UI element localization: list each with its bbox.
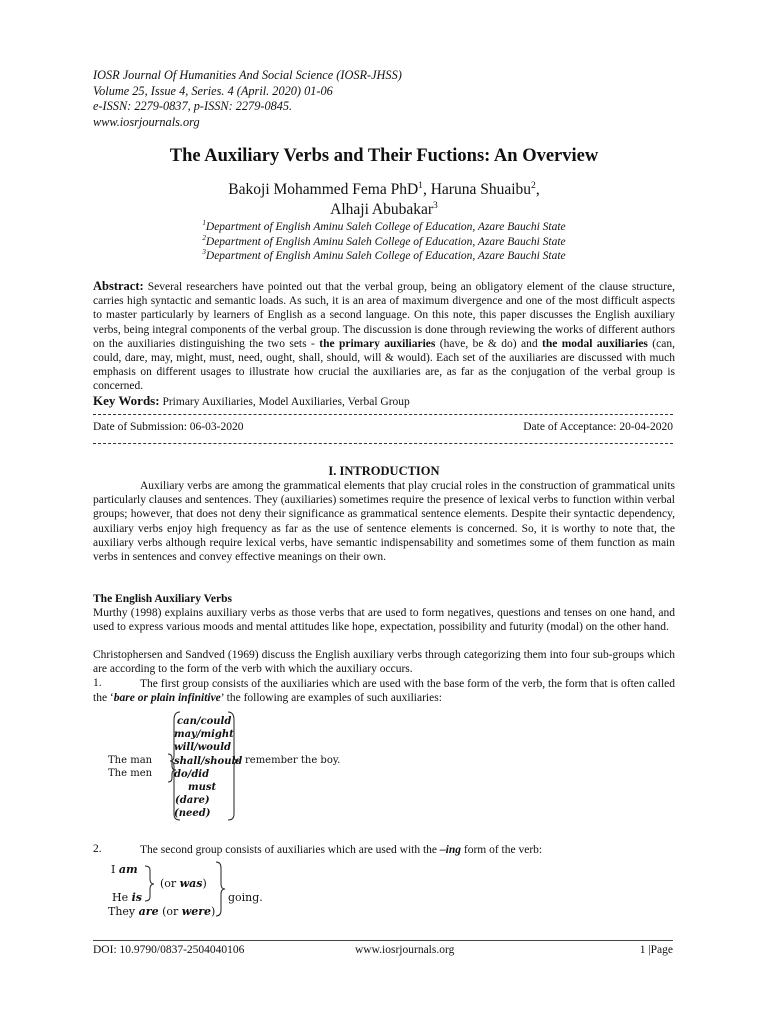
affiliation: $^3$Department of English Aminu Saleh College of Education, Azare Bauchi State [202,248,566,262]
keywords-text: Primary Auxiliaries, Model Auxiliaries, Verbal Group [159,396,410,408]
subsection-heading: The English Auxiliary Verbs [93,593,232,605]
example-figure-modals [108,710,368,825]
example-alternative: (or was) [160,877,207,890]
footer-doi[interactable]: DOI: 10.9790/0837-2504040106 [93,944,245,956]
example-complement: remember the boy. [245,755,341,766]
auxiliary-item: (need) [174,808,211,820]
auxiliary-item: (dare) [175,795,210,807]
author-affiliation-marker: 1 [418,179,423,191]
affiliation: $^1$Department of English Aminu Saleh College of Education, Azare Bauchi State [202,219,566,233]
auxiliary-item: can/could [177,716,232,727]
list-item-text: The second group consists of auxiliaries which are used with the –ing form of the verb: [140,844,543,856]
journal-issn: e-ISSN: 2279-0837, p-ISSN: 2279-0845. [93,99,293,113]
example-complement: going. [228,891,263,904]
body-paragraph: Christophersen and Sandved (1969) discuss the English auxiliary verbs through categorizing them into four sub-groups which are according to the form of the verb with which the auxiliary occurs. [93,649,675,676]
author-affiliation-marker: 2 [531,179,536,191]
body-paragraph: Murthy (1998) explains auxiliary verbs as those verbs that are used to form negatives, questions and tenses on one hand, and used to express various moods and mental attitudes like hope, expectation, possibility and futurity (modal) on the other hand. [93,607,675,634]
author-affiliation-marker: 3 [433,199,438,211]
divider [93,443,673,444]
affiliation-list [0,220,768,264]
list-item-text: The first group consists of the auxiliaries which are used with the base form of the verb, the form that is often called the ‘bare or plain infinitive’ the following are examples of such auxiliaries: [93,678,675,705]
journal-website[interactable]: www.iosrjournals.org [93,114,200,129]
author-list: Bakoji Mohammed Fema PhD$^1$, Haruna Shuaibu$^2$, Alhaji Abubakar$^3$ [228,179,540,218]
auxiliary-item: will/would [174,742,231,754]
footer-website[interactable]: www.iosrjournals.org [355,944,455,956]
dates-row [93,421,673,433]
intro-paragraph: Auxiliary verbs are among the grammatical elements that play crucial roles in the construction of grammatical units particularly clauses and sentences. They (auxiliaries) sometimes require the presence of lexical verbs to function within verbal groups; however, that does not deny their significance as grammatical sentence elements. Despite their syntactic dependency, auxiliary verbs enjoy high frequency as far as the use of sentence elements is concerned. So, it is worthy to note that, the auxiliary verbs although require lexical verbs, have semantic indispensability and sometimes some of them function as main verbs in sentences and convey effective meanings on their own. [93,480,675,564]
example-subject: The men [108,768,153,779]
affiliation: $^2$Department of English Aminu Saleh College of Education, Azare Bauchi State [202,233,566,248]
example-line: I am [111,863,138,876]
example-line: He is [112,891,142,904]
auxiliary-item: may/might [174,729,234,741]
paper-title: The Auxiliary Verbs and Their Fuctions: An Overview [169,146,599,166]
example-line: They are (or were) [108,905,216,918]
keywords [93,393,675,409]
footer-page-number: 1 |Page [639,944,673,956]
abstract-label: Abstract: [93,279,144,293]
author-name: Haruna Shuaibu [430,181,532,198]
submission-date: Date of Submission: 06-03-2020 [93,421,244,433]
author-name: Alhaji Abubakar [330,201,434,218]
auxiliary-item: must [188,782,217,794]
list-item-number: 2. [93,843,102,855]
auxiliary-item: shall/should [174,755,243,767]
example-subject: The man [108,755,153,766]
journal-volume: Volume 25, Issue 4, Series. 4 (April. 2020) 01-06 [93,83,333,98]
page-footer [93,940,673,956]
list-item-number: 1. [93,677,102,689]
acceptance-date: Date of Acceptance: 20-04-2020 [523,421,673,433]
journal-header [93,68,402,130]
keywords-label: Key Words: [93,393,160,408]
section-heading: I. INTRODUCTION [328,464,440,478]
abstract: Abstract: Several researchers have pointed out that the verbal group, being an obligatory element of the clause structure, carries high syntactic and semantic loads. As such, it is an area of maximum divergence and one of the most difficult aspects to master particularly by learners of English as a second language. On this note, this paper discusses the English auxiliary verbs, being integral components of the verbal group. The discussion is done through reviewing the works of different authors on the auxiliaries distinguishing the two sets - the primary auxiliaries (have, be & do) and the modal auxiliaries (can, could, dare, may, might, must, need, ought, shall, should, will & would). Each set of the auxiliaries are discussed with much emphasis on different usages to illustrate how crucial the auxiliaries are, as far as the conjugation of the verbal group is concerned. [93,279,675,393]
auxiliary-item: do/did [174,768,210,780]
author-name: Bakoji Mohammed Fema PhD [228,181,419,198]
example-figure-ing [108,860,328,924]
journal-name: IOSR Journal Of Humanities And Social Science (IOSR-JHSS) [93,68,402,82]
divider [93,414,673,415]
